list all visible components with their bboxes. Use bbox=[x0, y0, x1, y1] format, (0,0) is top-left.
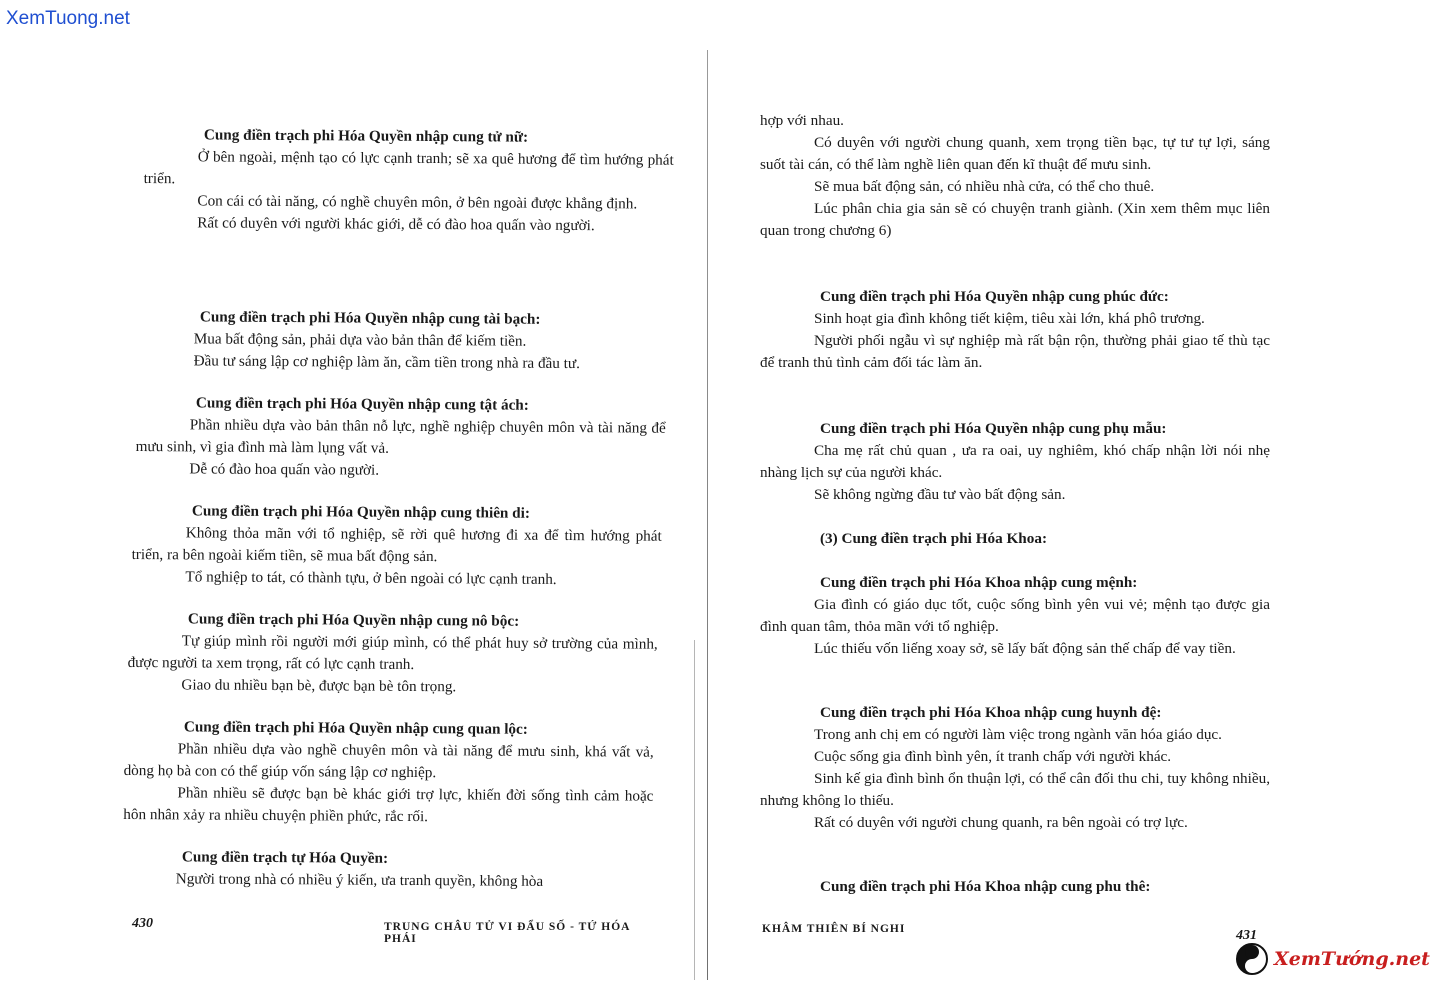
section-heading: Cung điền trạch phi Hóa Quyền nhập cung phúc đức: bbox=[820, 288, 1169, 305]
paragraph: Phần nhiều dựa vào bản thân nỗ lực, nghề nghiệp chuyên môn và tài năng để mưu sinh, vì gia đình mà làm lụng vất vả. bbox=[135, 416, 666, 457]
paragraph: Đầu tư sáng lập cơ nghiệp làm ăn, cầm tiền trong nhà ra đầu tư. bbox=[193, 352, 581, 373]
paragraph: Trong anh chị em có người làm việc trong ngành văn hóa giáo dục. bbox=[814, 726, 1222, 743]
section-heading: Cung điền trạch phi Hóa Quyền nhập cung phụ mẫu: bbox=[820, 420, 1167, 437]
page-gutter-shadow bbox=[694, 640, 695, 980]
site-logo-text: XemTướng.net bbox=[1274, 948, 1430, 970]
section-heading: Cung điền trạch phi Hóa Khoa nhập cung mệnh: bbox=[820, 574, 1138, 591]
running-title-left: TRUNG CHÂU TỬ VI ĐẨU SỐ - TỨ HÓA PHÁI bbox=[384, 921, 630, 945]
paragraph: Sẽ mua bất động sản, có nhiều nhà cửa, có thể cho thuê. bbox=[814, 178, 1155, 195]
section-continuation bbox=[760, 110, 1270, 242]
paragraph: Có duyên với người chung quanh, xem trọng tiền bạc, tự tư tự lợi, sáng suốt tài cán, có thể làm nghề liên quan đến kĩ thuật để mưu sinh. bbox=[760, 134, 1270, 173]
site-watermark: XemTuong.net bbox=[6, 8, 130, 29]
section-khoa-menh bbox=[760, 572, 1270, 660]
paragraph: Sinh kế gia đình bình ổn thuận lợi, có thể cân đối thu chi, tuy không nhiều, nhưng không lo thiếu. bbox=[760, 770, 1270, 809]
paragraph: Cuộc sống gia đình bình yên, ít tranh chấp với người khác. bbox=[814, 748, 1172, 765]
paragraph: Giao du nhiều bạn bè, được bạn bè tôn trọng. bbox=[181, 676, 457, 696]
paragraph: Rất có duyên với người chung quanh, ra bên ngoài có trợ lực. bbox=[814, 814, 1188, 831]
paragraph: Tổ nghiệp to tát, có thành tựu, ở bên ngoài có lực cạnh tranh. bbox=[185, 568, 557, 588]
section-tu-hoa-quyen bbox=[122, 846, 652, 894]
section-heading: Cung điền trạch phi Hóa Khoa nhập cung phu thê: bbox=[820, 878, 1151, 895]
paragraph: Con cái có tài năng, có nghề chuyên môn, ở bên ngoài được khẳng định. bbox=[197, 192, 638, 213]
running-title-right: KHÂM THIÊN BÍ NGHI bbox=[762, 923, 906, 935]
right-page bbox=[760, 0, 1270, 983]
section-khoa-huynh-de bbox=[760, 702, 1270, 834]
section-khoa-phu-the bbox=[760, 876, 1270, 898]
page-gutter bbox=[707, 50, 708, 980]
paragraph: Cha mẹ rất chủ quan , ưa ra oai, uy nghiêm, khó chấp nhận lời nói nhẹ nhàng lịch sự của người khác. bbox=[760, 442, 1270, 481]
section-tu-nu bbox=[143, 124, 674, 238]
paragraph: Dễ có đào hoa quấn vào người. bbox=[189, 460, 380, 479]
section-quan-loc bbox=[123, 716, 654, 830]
chapter-subheading: (3) Cung điền trạch phi Hóa Khoa: bbox=[820, 530, 1047, 547]
section-tai-bach bbox=[140, 306, 670, 376]
paragraph: Ở bên ngoài, mệnh tạo có lực cạnh tranh; sẽ xa quê hương để tìm hướng phát triển. bbox=[143, 148, 674, 188]
paragraph: Người phối ngẫu vì sự nghiệp mà rất bận rộn, thường phải giao tế thù tạc để tranh thủ tình cảm đối tác làm ăn. bbox=[760, 332, 1270, 371]
section-heading: Cung điền trạch phi Hóa Quyền nhập cung tật ách: bbox=[195, 394, 529, 414]
yin-yang-icon bbox=[1236, 943, 1268, 975]
section-hoa-khoa-title bbox=[760, 528, 1270, 550]
paragraph: Phần nhiều dựa vào nghề chuyên môn và tài năng để mưu sinh, khá vất vả, dòng họ bà con có thể giúp vốn sáng lập cơ nghiệp. bbox=[123, 740, 654, 782]
section-heading: Cung điền trạch phi Hóa Quyền nhập cung thiên di: bbox=[191, 502, 530, 522]
section-heading: Cung điền trạch phi Hóa Khoa nhập cung huynh đệ: bbox=[820, 704, 1162, 721]
paragraph: Lúc phân chia gia sản sẽ có chuyện tranh giành. (Xin xem thêm mục liên quan trong chương 6) bbox=[760, 200, 1270, 239]
section-phuc-duc bbox=[760, 286, 1270, 374]
site-logo bbox=[1236, 940, 1430, 978]
paragraph: Tự giúp mình rồi người mới giúp mình, có thể phát huy sở trường của mình, được người ta xem trọng, rất có lực cạnh tranh. bbox=[127, 632, 658, 673]
section-heading: Cung điền trạch phi Hóa Quyền nhập cung quan lộc: bbox=[183, 718, 528, 738]
paragraph: Sinh hoạt gia đình không tiết kiệm, tiêu xài lớn, khá phô trương. bbox=[814, 310, 1205, 327]
paragraph: Sẽ không ngừng đầu tư vào bất động sản. bbox=[814, 486, 1066, 503]
paragraph: Phần nhiều sẽ được bạn bè khác giới trợ lực, khiến đời sống tình cảm hoặc hôn nhân xảy ra nhiều chuyện phiền phức, rắc rối. bbox=[123, 784, 654, 826]
section-heading: Cung điền trạch phi Hóa Quyền nhập cung tài bạch: bbox=[199, 308, 541, 328]
section-heading: Cung điền trạch tự Hóa Quyền: bbox=[181, 848, 389, 867]
page-number-right: 431 bbox=[1236, 928, 1257, 943]
paragraph: Mua bất động sản, phải dựa vào bản thân để kiếm tiền. bbox=[193, 330, 527, 350]
paragraph: Lúc thiếu vốn liếng xoay sở, sẽ lấy bất động sản thế chấp để vay tiền. bbox=[814, 640, 1236, 657]
section-phu-mau bbox=[760, 418, 1270, 506]
section-no-boc bbox=[127, 608, 658, 700]
paragraph: hợp với nhau. bbox=[760, 112, 844, 129]
section-heading: Cung điền trạch phi Hóa Quyền nhập cung tử nữ: bbox=[203, 126, 529, 146]
section-tat-ach bbox=[135, 392, 666, 484]
section-heading: Cung điền trạch phi Hóa Quyền nhập cung nô bộc: bbox=[187, 610, 520, 630]
section-thien-di bbox=[131, 500, 662, 592]
paragraph: Gia đình có giáo dục tốt, cuộc sống bình yên vui vẻ; mệnh tạo được gia đình quan tâm, thỏa mãn với tổ nghiệp. bbox=[760, 596, 1270, 635]
page-number-left: 430 bbox=[132, 916, 153, 931]
paragraph: Không thỏa mãn với tổ nghiệp, sẽ rời quê hương đi xa để tìm hướng phát triển, ra bên ngoài kiếm tiền, sẽ mua bất động sản. bbox=[131, 524, 662, 566]
left-page bbox=[123, 0, 674, 983]
paragraph: Người trong nhà có nhiều ý kiến, ưa tranh quyền, không hòa bbox=[175, 870, 544, 890]
paragraph: Rất có duyên với người khác giới, dễ có đào hoa quấn vào người. bbox=[197, 214, 595, 235]
